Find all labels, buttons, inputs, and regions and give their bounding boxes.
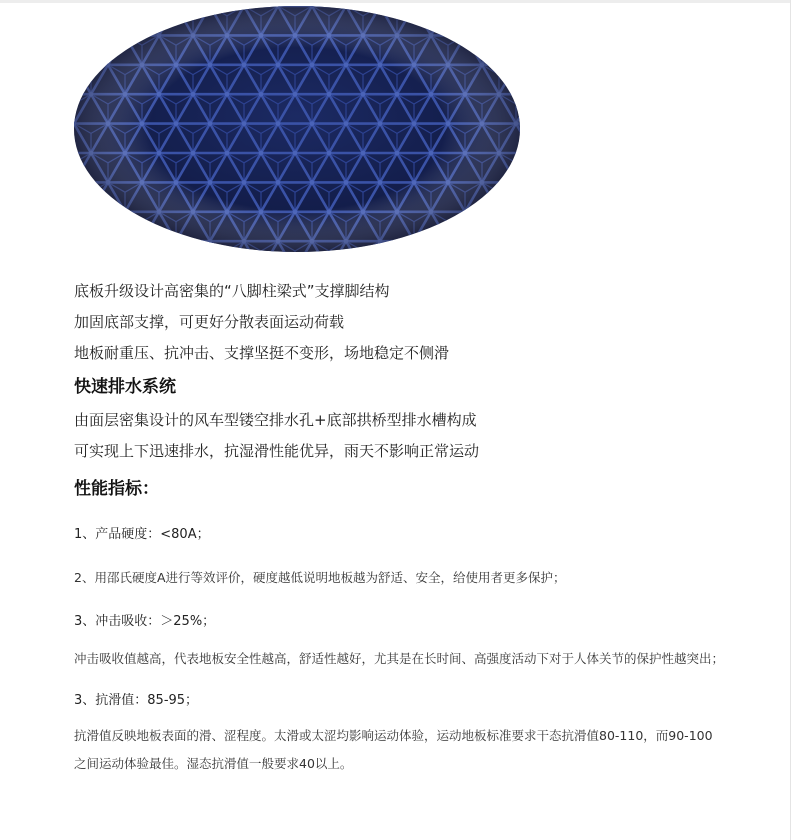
lattice-node xyxy=(497,33,502,38)
lattice-rib xyxy=(516,6,520,16)
lattice-rib xyxy=(465,35,482,45)
lattice-rib xyxy=(125,241,142,252)
lattice-rib xyxy=(142,6,159,35)
lattice-rib xyxy=(465,212,482,241)
lattice-rib xyxy=(499,212,516,222)
lattice-rib xyxy=(397,241,414,251)
lattice-node xyxy=(174,6,179,8)
lattice-node xyxy=(89,33,94,38)
lattice-rib xyxy=(108,6,125,35)
lattice-rib xyxy=(108,241,125,251)
lattice-rib xyxy=(499,6,516,35)
lattice-rib xyxy=(108,212,125,222)
lattice-rib xyxy=(193,6,210,16)
lattice-rib xyxy=(74,212,91,222)
lattice-node xyxy=(497,209,502,214)
lattice-rib xyxy=(414,6,431,16)
lattice-rib xyxy=(74,35,91,45)
lattice-rib xyxy=(431,6,448,16)
lattice-rib xyxy=(91,212,108,222)
lattice-rib xyxy=(176,6,193,16)
lattice-node xyxy=(140,239,145,244)
lattice-rib xyxy=(516,6,520,35)
lattice-node xyxy=(242,6,247,8)
lattice-node xyxy=(446,239,451,244)
lattice-rib xyxy=(91,35,108,64)
lattice-rib xyxy=(91,6,108,16)
lattice-rib xyxy=(431,241,448,251)
lattice-rib xyxy=(516,65,520,75)
lattice-rib xyxy=(482,212,499,241)
performance-heading: 性能指标： xyxy=(74,479,159,499)
lattice-rib xyxy=(91,212,108,241)
lattice-node xyxy=(463,33,468,38)
lattice-rib xyxy=(499,241,516,252)
lattice-rib xyxy=(499,241,516,251)
lattice-node xyxy=(140,6,145,8)
lattice-rib xyxy=(159,6,176,16)
lattice-rib xyxy=(431,6,448,35)
lattice-rib xyxy=(74,6,91,16)
impact-absorption-description: 冲击吸收值越高，代表地板安全性越高，舒适性越好，尤其是在长时间、高强度活动下对于人体关节的保护性越突出； xyxy=(74,651,725,666)
hardness-label: 1、产品硬度：<80A； xyxy=(74,527,210,542)
intro-line-3: 地板耐重压、抗冲击、支撑坚挺不变形，场地稳定不侧滑 xyxy=(74,344,450,362)
lattice-rib xyxy=(91,6,108,35)
lattice-rib xyxy=(516,182,520,211)
lattice-rib xyxy=(499,182,516,211)
lattice-node xyxy=(89,209,94,214)
lattice-rib xyxy=(125,6,142,16)
lattice-rib xyxy=(74,65,91,75)
lattice-rib xyxy=(516,65,520,94)
lattice-rib xyxy=(142,241,159,252)
lattice-rib xyxy=(74,241,91,251)
lattice-rib xyxy=(516,94,520,104)
lattice-rib xyxy=(380,6,397,16)
drainage-line-1: 由面层密集设计的风车型镂空排水孔+底部拱桥型排水槽构成 xyxy=(74,411,477,429)
lattice-rib xyxy=(465,212,482,222)
lattice-node xyxy=(174,239,179,244)
lattice-rib xyxy=(91,241,108,252)
impact-absorption-label: 3、冲击吸收：＞25%； xyxy=(74,614,216,629)
lattice-rib xyxy=(499,35,516,45)
lattice-rib xyxy=(465,6,482,16)
lattice-rib xyxy=(448,6,465,35)
lattice-rib xyxy=(74,241,91,252)
lattice-rib xyxy=(108,35,125,45)
lattice-rib xyxy=(448,241,465,251)
lattice-rib xyxy=(516,212,520,222)
lattice-node xyxy=(514,62,519,67)
lattice-rib xyxy=(499,35,516,64)
lattice-rib xyxy=(142,6,159,16)
lattice-rib xyxy=(516,35,520,64)
lattice-rib xyxy=(108,212,125,241)
lattice-rib xyxy=(448,6,465,16)
lattice-rib xyxy=(482,35,499,64)
hardness-description: 2、用邵氏硬度A进行等效评价，硬度越低说明地板越为舒适、安全，给使用者更多保护； xyxy=(74,570,566,585)
lattice-rib xyxy=(142,241,159,251)
lattice-rib xyxy=(414,241,431,251)
lattice-rib xyxy=(108,241,125,252)
intro-line-2: 加固底部支撑，可更好分散表面运动荷载 xyxy=(74,313,345,331)
lattice-rib xyxy=(482,241,499,251)
lattice-rib xyxy=(465,6,482,35)
lattice-rib xyxy=(74,212,91,241)
lattice-rib xyxy=(125,212,142,241)
lattice-node xyxy=(446,6,451,8)
lattice-rib xyxy=(380,241,397,252)
lattice-rib xyxy=(380,241,397,251)
lattice-rib xyxy=(414,241,431,252)
lattice-node xyxy=(106,239,111,244)
lattice-rib xyxy=(516,212,520,241)
lattice-rib xyxy=(516,241,520,251)
lattice-node xyxy=(106,6,111,8)
lattice-rib xyxy=(482,6,499,35)
intro-line-1: 底板升级设计高密集的“八脚柱梁式”支撑脚结构 xyxy=(74,282,390,300)
lattice-rib xyxy=(516,35,520,45)
lattice-node xyxy=(514,180,519,185)
lattice-rib xyxy=(516,153,520,182)
lattice-rib xyxy=(516,241,520,252)
lattice-node xyxy=(412,239,417,244)
lattice-rib xyxy=(74,35,91,64)
lattice-rib xyxy=(125,241,142,251)
lattice-rib xyxy=(74,182,91,211)
floor-mat-underside-graphic xyxy=(74,6,520,252)
lattice-node xyxy=(344,6,349,8)
lattice-rib xyxy=(482,35,499,45)
lattice-rib xyxy=(499,65,516,75)
lattice-node xyxy=(208,6,213,8)
lattice-rib xyxy=(125,6,142,35)
lattice-rib xyxy=(108,6,125,16)
lattice-node xyxy=(514,6,519,8)
lattice-rib xyxy=(431,241,448,252)
lattice-node xyxy=(412,6,417,8)
lattice-rib xyxy=(482,241,499,252)
lattice-node xyxy=(74,6,76,8)
lattice-rib xyxy=(448,241,465,252)
lattice-rib xyxy=(499,6,516,16)
lattice-rib xyxy=(193,241,210,251)
lattice-rib xyxy=(482,212,499,222)
lattice-rib xyxy=(516,153,520,163)
lattice-node xyxy=(480,239,485,244)
lattice-rib xyxy=(465,241,482,251)
lattice-rib xyxy=(499,182,516,192)
lattice-node xyxy=(514,239,519,244)
lattice-node xyxy=(74,180,76,185)
top-border xyxy=(0,0,791,3)
slip-resistance-label: 3、抗滑值：85-95； xyxy=(74,693,199,708)
lattice-node xyxy=(123,209,128,214)
lattice-rib xyxy=(159,241,176,252)
lattice-rib xyxy=(465,241,482,252)
lattice-node xyxy=(480,6,485,8)
lattice-node xyxy=(74,62,76,67)
lattice-node xyxy=(378,6,383,8)
lattice-rib xyxy=(193,241,210,252)
lattice-rib xyxy=(482,6,499,16)
lattice-rib xyxy=(176,241,193,252)
lattice-rib xyxy=(74,182,91,192)
lattice-rib xyxy=(74,6,91,35)
lattice-rib xyxy=(516,182,520,192)
lattice-rib xyxy=(499,212,516,241)
lattice-rib xyxy=(176,241,193,251)
lattice-rib xyxy=(91,241,108,251)
lattice-node xyxy=(123,33,128,38)
lattice-node xyxy=(74,239,76,244)
lattice-rib xyxy=(159,241,176,251)
lattice-rib xyxy=(91,35,108,45)
product-description xyxy=(74,276,774,778)
drainage-heading: 快速排水系统 xyxy=(74,377,176,397)
drainage-line-2: 可实现上下迅速排水，抗湿滑性能优异，雨天不影响正常运动 xyxy=(74,442,480,460)
lattice-rib xyxy=(397,241,414,252)
floor-mat-image xyxy=(74,6,520,252)
lattice-rib xyxy=(397,6,414,16)
slip-resistance-description: 抗滑值反映地板表面的滑、涩程度。太滑或太涩均影响运动体验，运动地板标准要求干态抗滑值80-110，而90-100之间运动体验最佳。湿态抗滑值一般要求40以上。 xyxy=(74,728,713,771)
